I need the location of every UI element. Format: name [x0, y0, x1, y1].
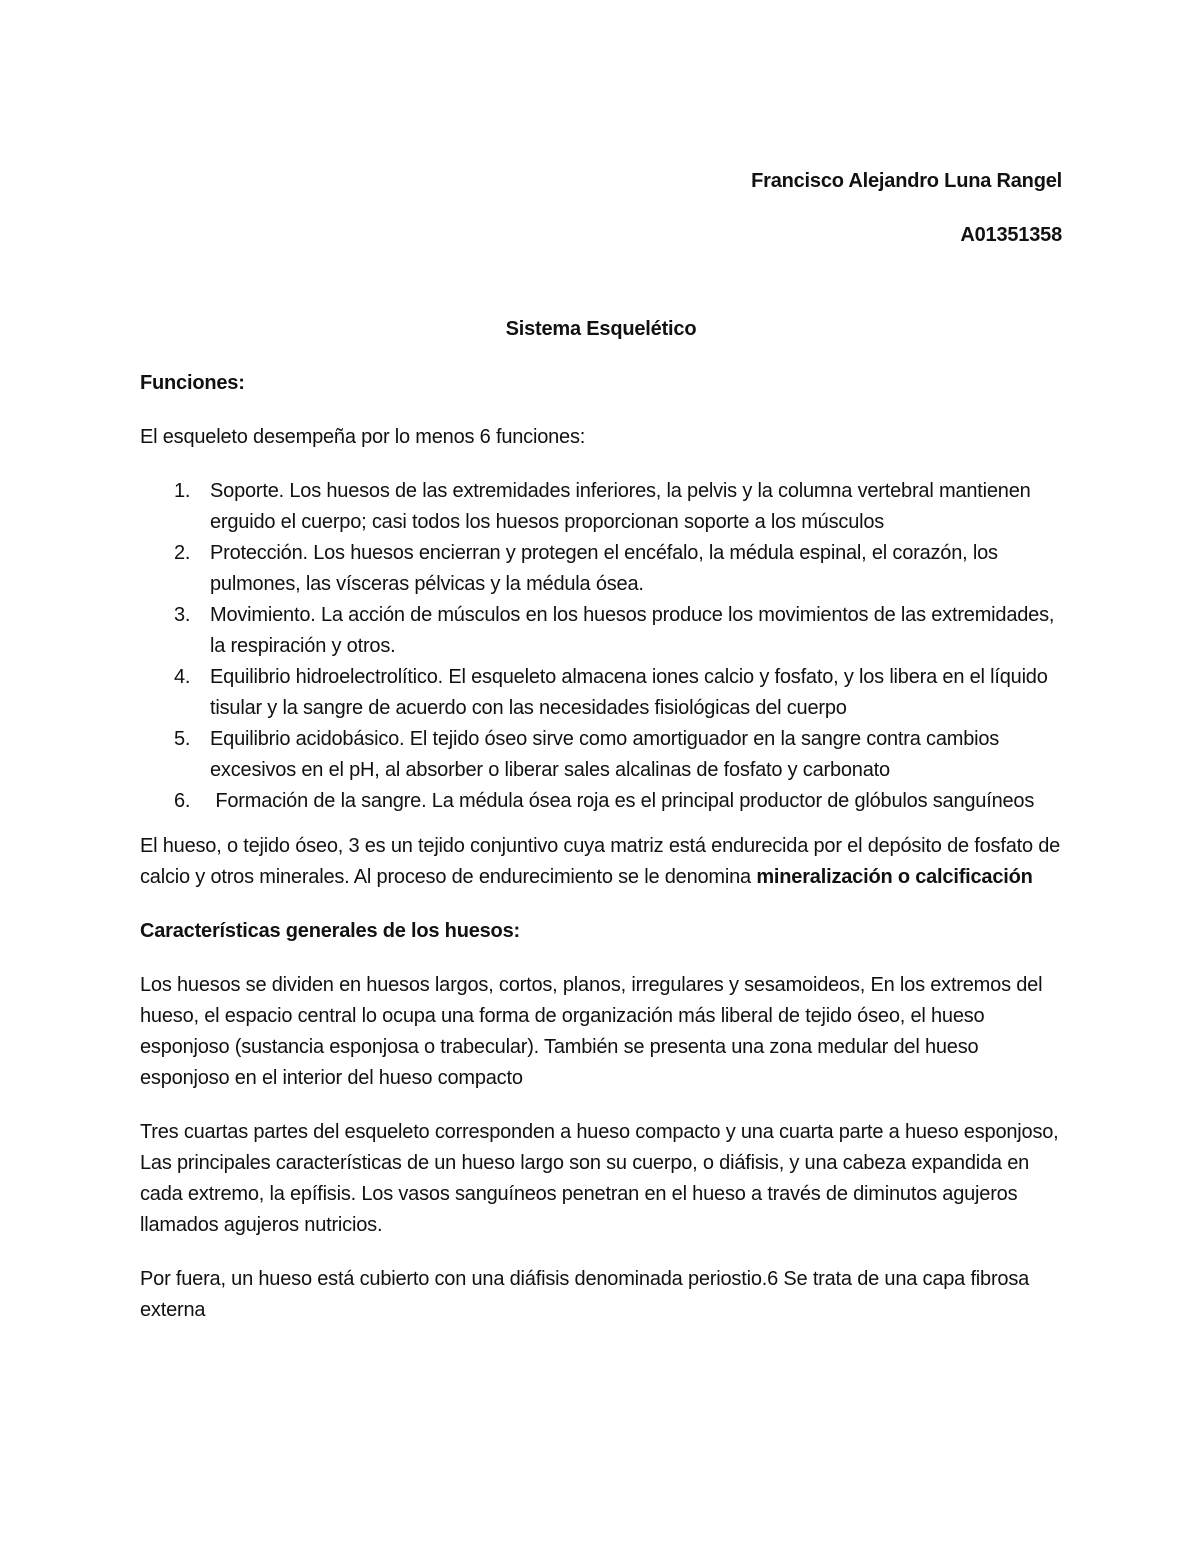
characteristics-paragraph-1: Los huesos se dividen en huesos largos, cortos, planos, irregulares y sesamoideos, En los extremos del hueso, el espacio central lo ocupa una forma de organización más liberal de tejido óseo, el hueso esponjoso (sustancia esponjosa o trabecular). También se presenta una zona medular del hueso esponjoso en el interior del hueso compacto — [140, 974, 1043, 1089]
list-number: 2. — [174, 542, 191, 564]
bone-paragraph-bold-term: mineralización o calcificación — [756, 866, 1033, 888]
list-item — [140, 724, 1062, 786]
document-body — [140, 166, 1062, 1326]
list-number: 5. — [174, 728, 191, 750]
list-item-text: Equilibrio hidroelectrolítico. El esqueleto almacena iones calcio y fosfato, y los libera en el líquido tisular y la sangre de acuerdo con las necesidades fisiológicas del cuerpo — [210, 666, 1048, 719]
list-number: 3. — [174, 604, 191, 626]
document-title: Sistema Esquelético — [505, 318, 697, 340]
list-item — [140, 786, 1062, 817]
list-item — [140, 538, 1062, 600]
list-item-text: Protección. Los huesos encierran y protegen el encéfalo, la médula espinal, el corazón, los pulmones, las vísceras pélvicas y la médula ósea. — [210, 542, 998, 595]
characteristics-paragraph-2: Tres cuartas partes del esqueleto corresponden a hueso compacto y una cuarta parte a hueso esponjoso, Las principales características de un hueso largo son su cuerpo, o diáfisis, y una cabeza expandida en cada extremo, la epífisis. Los vasos sanguíneos penetran en el hueso a través de diminutos agujeros llamados agujeros nutricios. — [140, 1121, 1059, 1236]
list-item — [140, 476, 1062, 538]
list-item-text: Movimiento. La acción de músculos en los huesos produce los movimientos de las extremidades, la respiración y otros. — [210, 604, 1055, 657]
list-item — [140, 662, 1062, 724]
characteristics-paragraph-3: Por fuera, un hueso está cubierto con una diáfisis denominada periostio.6 Se trata de una capa fibrosa externa — [140, 1268, 1030, 1321]
list-item-text: Equilibrio acidobásico. El tejido óseo sirve como amortiguador en la sangre contra cambios excesivos en el pH, al absorber o liberar sales alcalinas de fosfato y carbonato — [210, 728, 1000, 781]
functions-list — [140, 476, 1062, 817]
list-item-text: Soporte. Los huesos de las extremidades inferiores, la pelvis y la columna vertebral mantienen erguido el cuerpo; casi todos los huesos proporcionan soporte a los músculos — [210, 480, 1031, 533]
functions-intro: El esqueleto desempeña por lo menos 6 funciones: — [140, 426, 586, 448]
list-number: 4. — [174, 666, 191, 688]
list-number: 6. — [174, 790, 191, 812]
list-item — [140, 600, 1062, 662]
characteristics-heading: Características generales de los huesos: — [140, 920, 520, 942]
functions-heading: Funciones: — [140, 372, 245, 394]
bone-paragraph — [140, 831, 1062, 893]
student-id: A01351358 — [960, 224, 1062, 246]
bone-paragraph-text: El hueso, o tejido óseo, 3 es un tejido conjuntivo cuya matriz está endurecida por el depósito de fosfato de calcio y otros minerales. Al proceso de endurecimiento se le denomina — [140, 835, 1061, 888]
author-name: Francisco Alejandro Luna Rangel — [751, 170, 1062, 192]
list-item-text: Formación de la sangre. La médula ósea roja es el principal productor de glóbulos sanguíneos — [210, 790, 1035, 812]
list-number: 1. — [174, 480, 191, 502]
